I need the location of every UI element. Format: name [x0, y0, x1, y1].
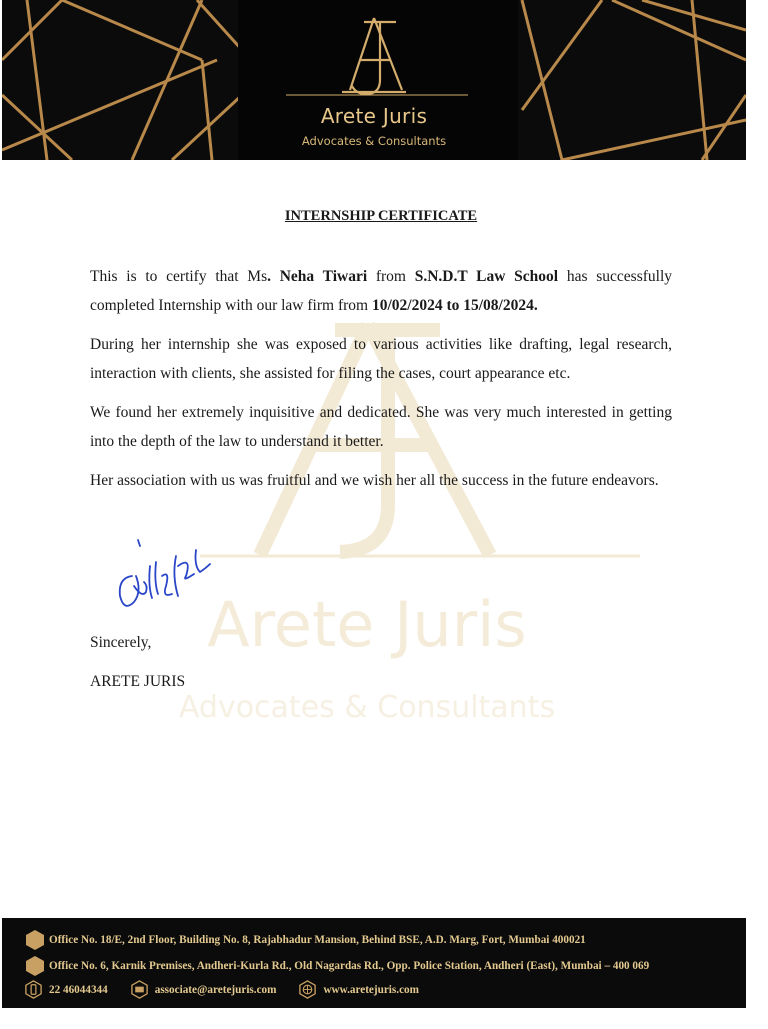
footer-contacts [24, 980, 441, 999]
letterhead-footer [2, 918, 746, 1008]
footer-website[interactable] [298, 980, 418, 999]
watermark-brand-name: Arete Juris [207, 588, 527, 661]
certificate-body [90, 262, 672, 505]
phone-text: 22 46044344 [49, 983, 108, 996]
address-1-text: Office No. 18/E, 2nd Floor, Building No. 8, Rajabhadur Mansion, Behind BSE, A.D. Marg, Fort, Mumbai 400021 [49, 934, 586, 946]
intern-name: . Neha Tiwari [267, 268, 368, 285]
footer-phone [24, 980, 108, 999]
letterhead-header [2, 0, 746, 160]
closing-salutation: Sincerely, [90, 634, 152, 651]
school-name: S.N.D.T Law School [414, 268, 559, 285]
footer-address-2 [24, 955, 649, 977]
paragraph-certify [90, 262, 672, 320]
paragraph-activities: During her internship she was exposed to various activities like drafting, legal research, interaction with clients, she assisted for filing the cases, court appearance etc. [90, 336, 672, 382]
watermark-tagline: Advocates & Consultants [178, 690, 556, 725]
paragraph-qualities: We found her extremely inquisitive and dedicated. She was very much interested in getting into the depth of the law to understand it better. [90, 404, 672, 450]
certify-lead: This is to certify that Ms [90, 268, 268, 285]
paragraph-wishes: Her association with us was fruitful and we wish her all the success in the future endeavors. [90, 472, 659, 489]
address-2-text: Office No. 6, Karnik Premises, Andheri-Kurla Rd., Old Nagardas Rd., Opp. Police Station, Andheri (East), Mumbai – 400 069 [49, 960, 650, 972]
certificate-title: INTERNSHIP CERTIFICATE [284, 208, 478, 224]
phone-icon [24, 980, 43, 999]
from-text: from [367, 268, 415, 285]
hexagon-bullet-icon [24, 929, 46, 951]
hexagon-bullet-icon [24, 955, 46, 977]
brand-tagline: Advocates & Consultants [301, 134, 447, 148]
email-icon [130, 980, 149, 999]
handwritten-signature [112, 536, 222, 616]
brand-name: Arete Juris [320, 104, 428, 128]
footer-address-1 [24, 929, 586, 951]
certify-post: has successfully completed Internship with our law firm from [90, 268, 672, 314]
globe-icon [298, 980, 317, 999]
internship-dates: 10/02/2024 to 15/08/2024. [371, 297, 538, 314]
footer-email[interactable] [130, 980, 277, 999]
email-text[interactable]: associate@aretejuris.com [154, 983, 277, 996]
website-text[interactable]: www.aretejuris.com [323, 983, 419, 996]
signatory-firm: ARETE JURIS [90, 673, 186, 690]
